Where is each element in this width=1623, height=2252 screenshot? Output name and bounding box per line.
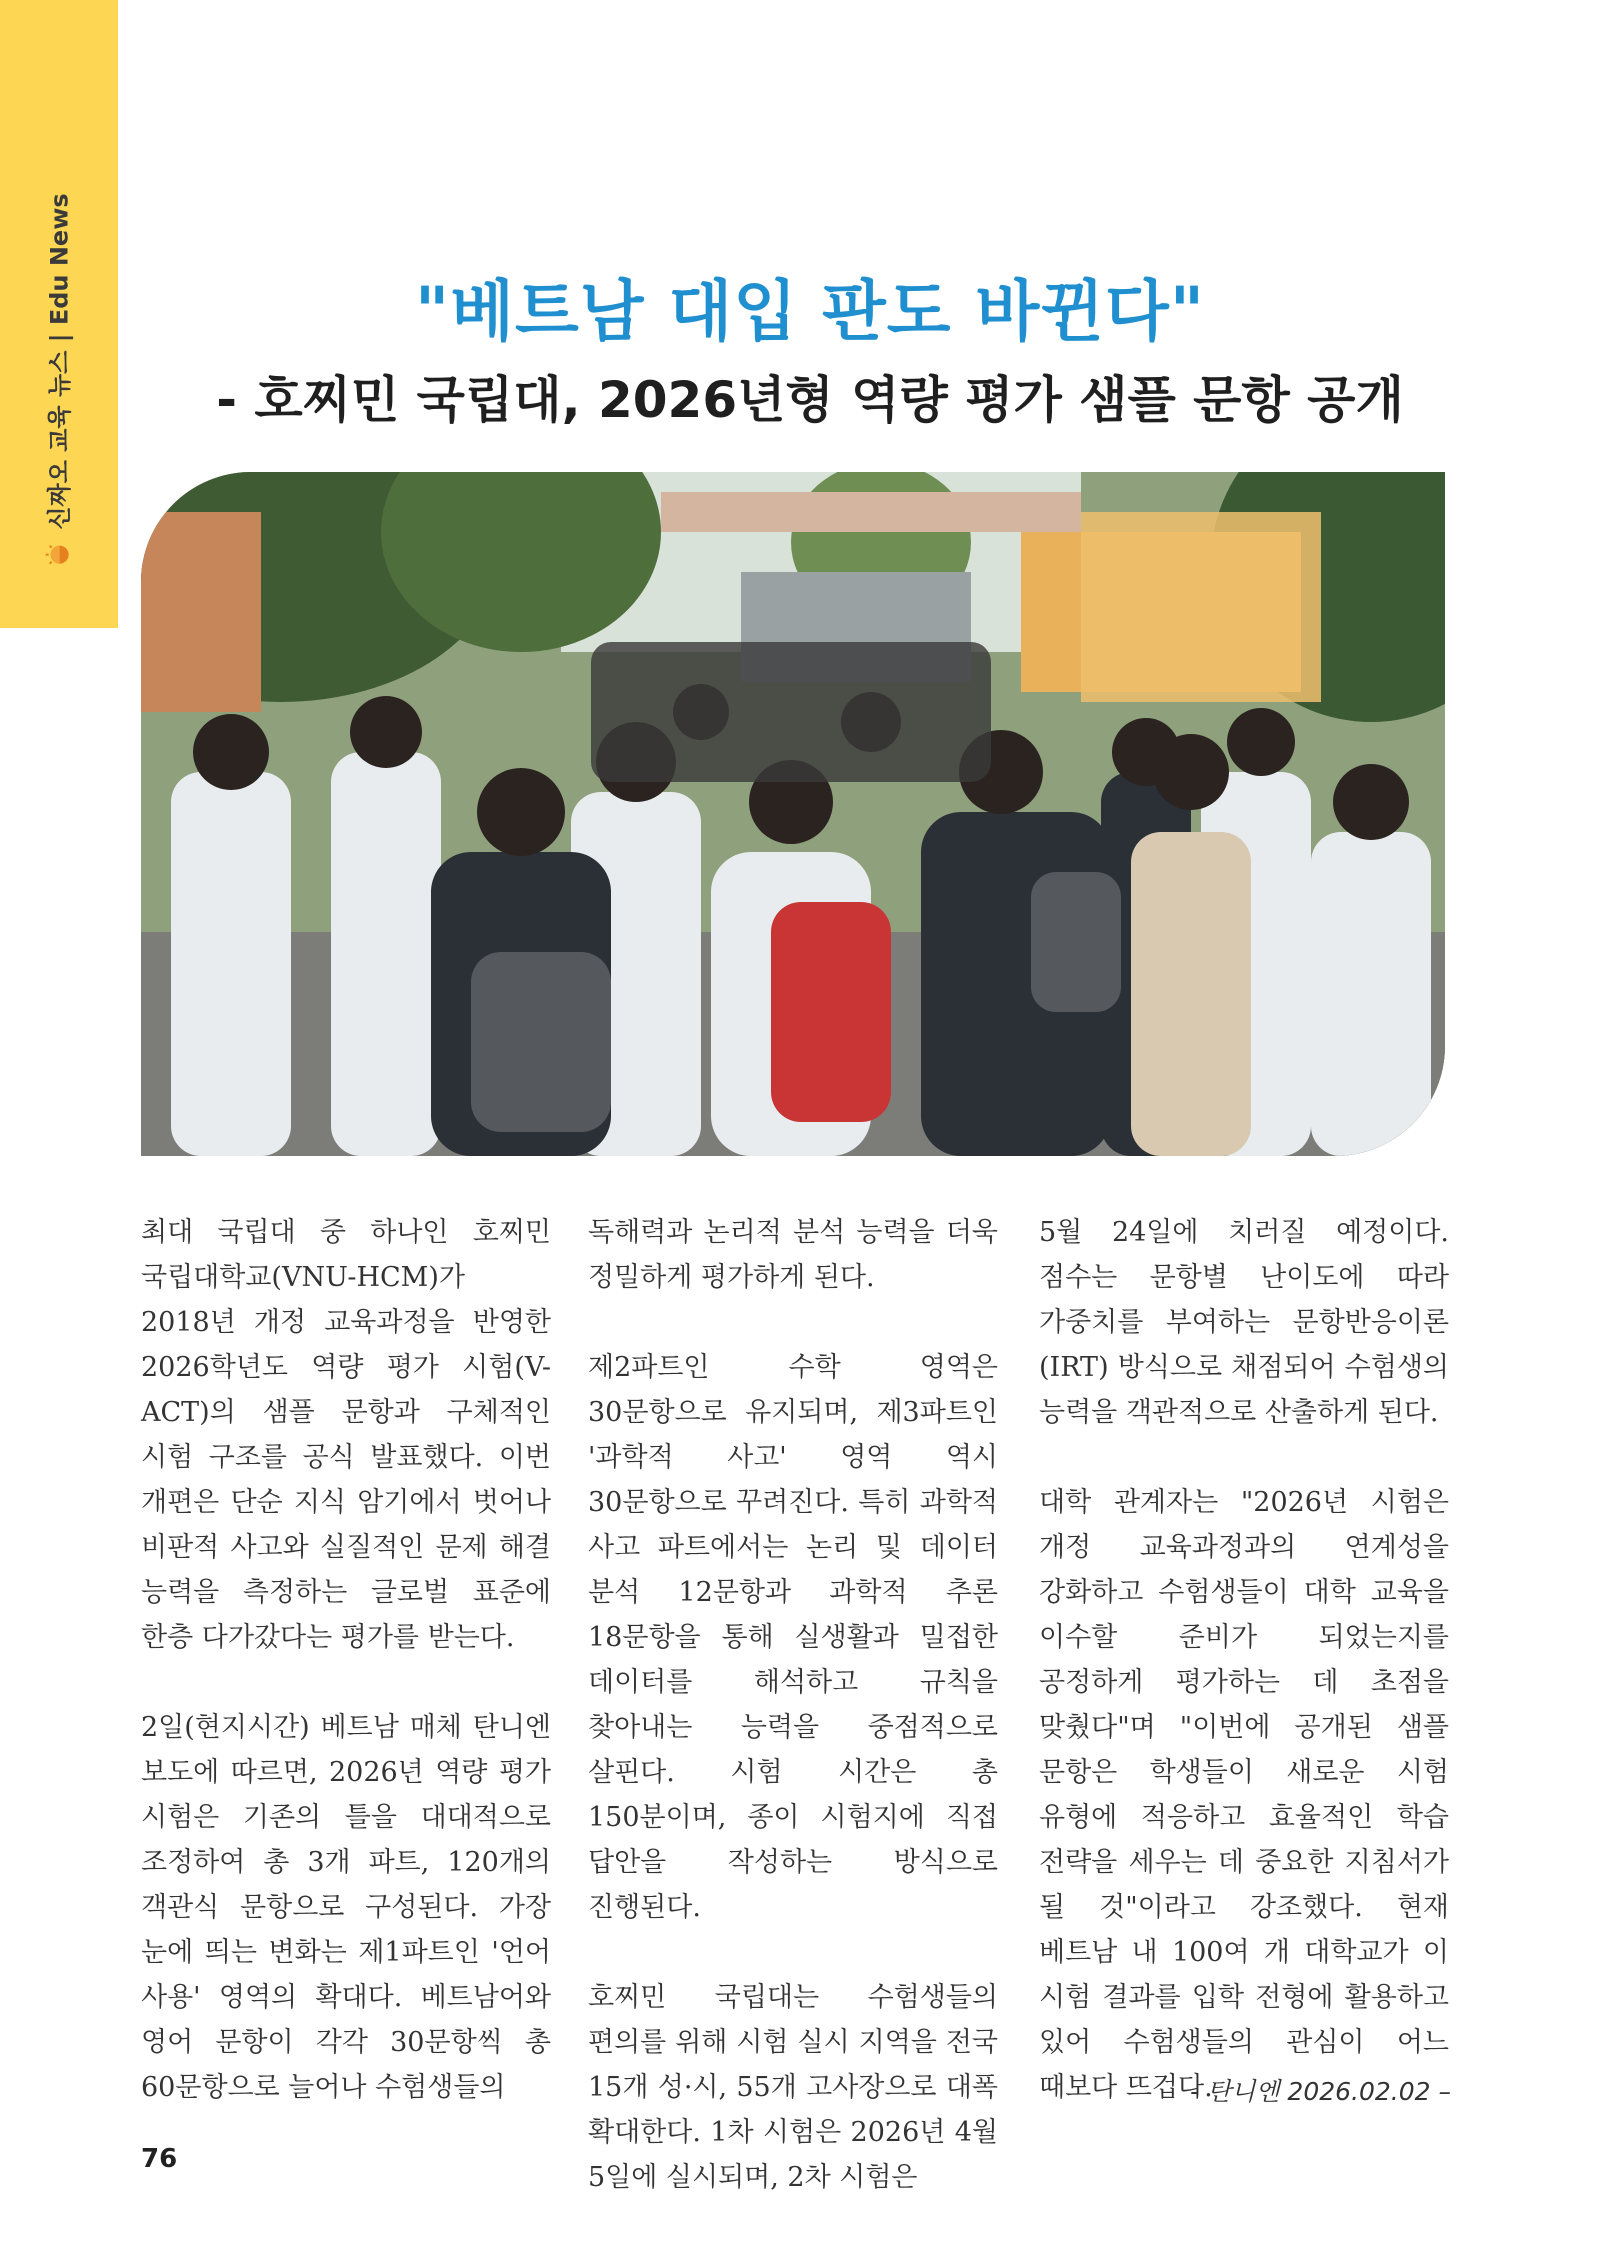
article-source: - 탄니엔 2026.02.02 – xyxy=(1190,2077,1451,2106)
paragraph: 독해력과 논리적 분석 능력을 더욱 정밀하게 평가하게 된다. xyxy=(588,1217,998,1293)
article-column-1 xyxy=(141,1210,551,2110)
paragraph: 대학 관계자는 "2026년 시험은 개정 교육과정과의 연계성을 강화하고 수험생들이 대학 교육을 이수할 준비가 되었는지를 공정하게 평가하는 데 초점을 맞췄다"며 "이번에 공개된 샘플 문항은 학생들이 새로운 시험 유형에 적응하고 효율적인 학습 전략을 세우는 데 중요한 지침서가 될 것"이라고 강조했다. 현재 베트남 내 100여 개 대학교가 이 시험 결과를 입학 전형에 활용하고 있어 수험생들의 관심이 어느 때보다 뜨겁다. xyxy=(1039,1487,1449,2103)
article-subtitle: - 호찌민 국립대, 2026년형 역량 평가 샘플 문항 공개 xyxy=(216,371,1404,429)
paragraph: 제2파트인 수학 영역은 30문항으로 유지되며, 제3파트인 '과학적 사고' 영역 역시 30문항으로 꾸려진다. 특히 과학적 사고 파트에서는 논리 및 데이터 분석 12문항과 과학적 추론 18문항을 통해 실생활과 밀접한 데이터를 해석하고 규칙을 찾아내는 능력을 중점적으로 살핀다. 시험 시간은 총 150분이며, 종이 시험지에 직접 답안을 작성하는 방식으로 진행된다. xyxy=(588,1352,998,1923)
paragraph: 2일(현지시간) 베트남 매체 탄니엔 보도에 따르면, 2026년 역량 평가 시험은 기존의 틀을 대대적으로 조정하여 총 3개 파트, 120개의 객관식 문항으로 구성된다. 가장 눈에 띄는 변화는 제1파트인 '언어 사용' 영역의 확대다. 베트남어와 영어 문항이 각각 30문항씩 총 60문항으로 늘어나 수험생들의 xyxy=(141,1712,551,2103)
article-photo xyxy=(141,472,1445,1156)
section-label-wrapper xyxy=(22,160,92,600)
paragraph: 최대 국립대 중 하나인 호찌민 국립대학교(VNU-HCM)가 2018년 개정 교육과정을 반영한 2026학년도 역량 평가 시험(V-ACT)의 샘플 문항과 구체적인 시험 구조를 공식 발표했다. 이번 개편은 단순 지식 암기에서 벗어나 비판적 사고와 실질적인 문제 해결 능력을 측정하는 글로벌 표준에 한층 다가갔다는 평가를 받는다. xyxy=(141,1217,551,1653)
paragraph: 5월 24일에 치러질 예정이다. 점수는 문항별 난이도에 따라 가중치를 부여하는 문항반응이론(IRT) 방식으로 채점되어 수험생의 능력을 객관적으로 산출하게 된다. xyxy=(1039,1217,1449,1428)
sun-logo-icon xyxy=(44,541,70,567)
section-label-text: 신짜오 교육 뉴스 | Edu News xyxy=(45,192,74,530)
paragraph: 호찌민 국립대는 수험생들의 편의를 위해 시험 실시 지역을 전국 15개 성·시, 55개 고사장으로 대폭 확대한다. 1차 시험은 2026년 4월 5일에 실시되며, 2차 시험은 xyxy=(588,1982,998,2193)
article-column-2 xyxy=(588,1210,998,2200)
students-gathering-image xyxy=(141,472,1445,1156)
article-column-3 xyxy=(1039,1210,1449,2110)
article-title: "베트남 대입 판도 바뀐다" xyxy=(414,273,1206,350)
page-number: 76 xyxy=(141,2144,178,2174)
